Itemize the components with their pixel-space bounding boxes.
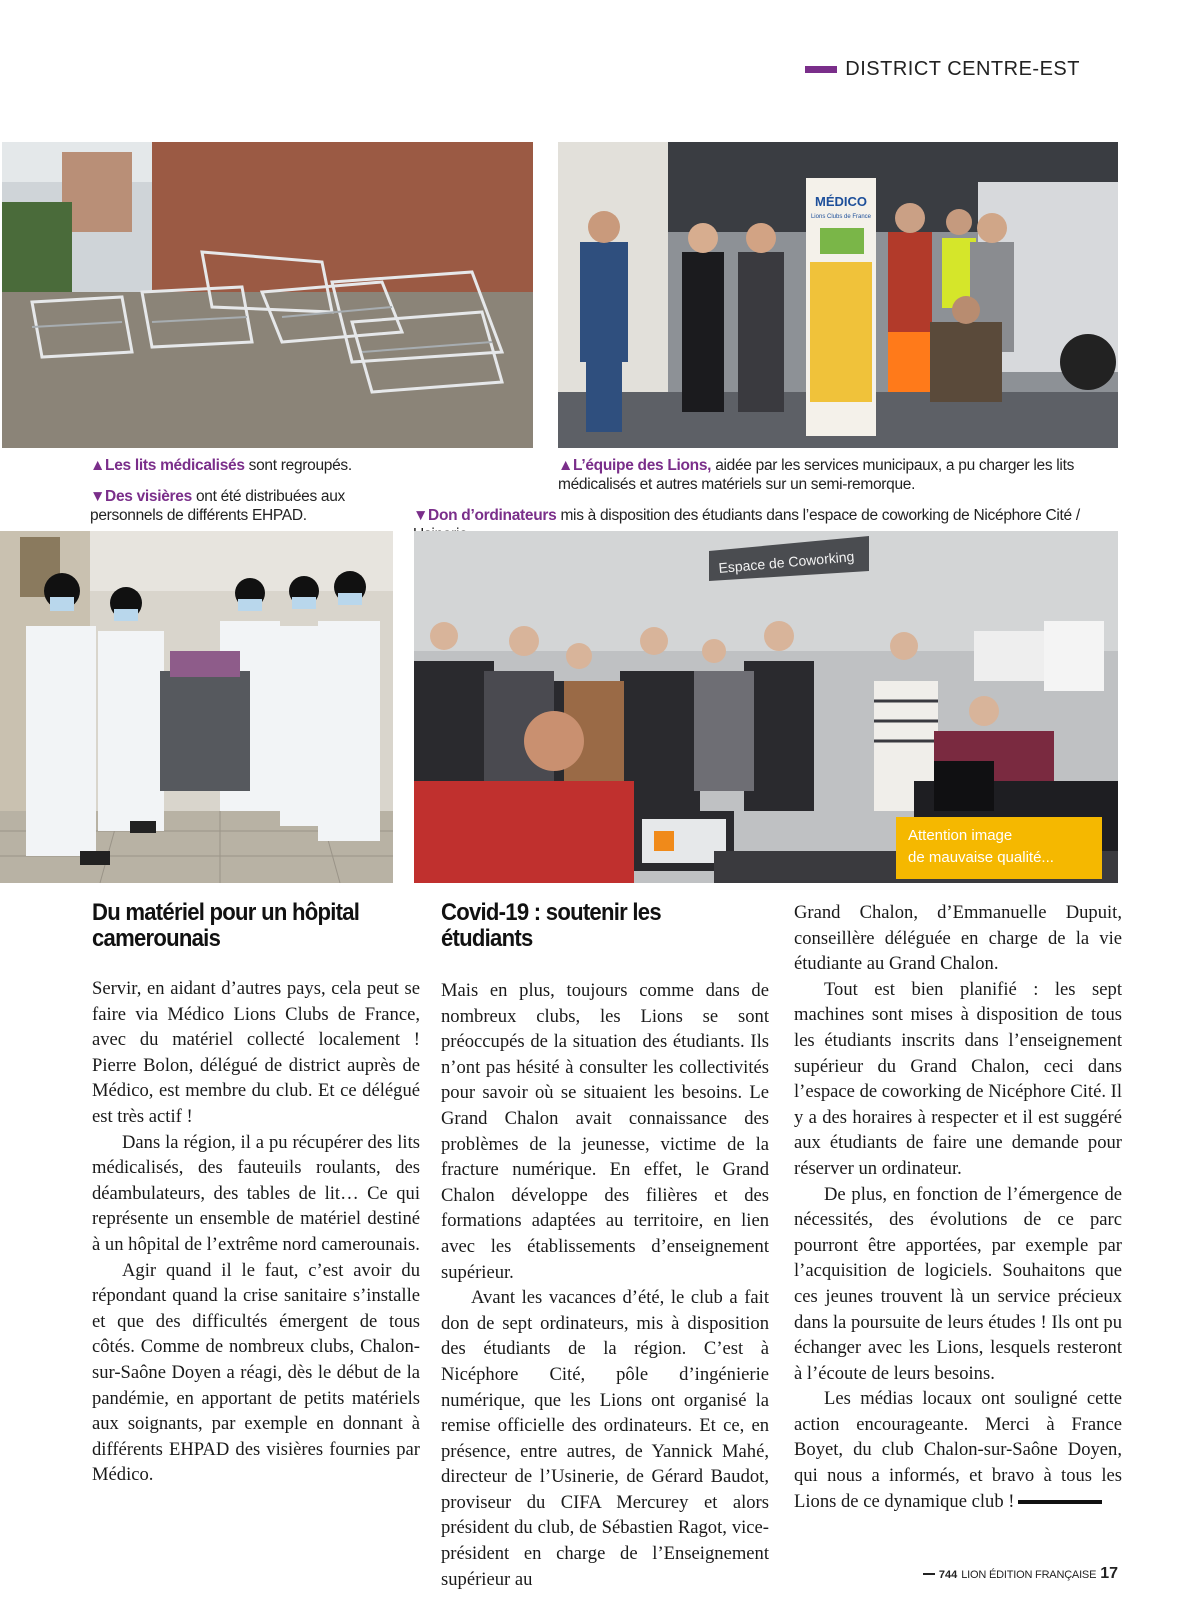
caption-beds	[90, 456, 352, 475]
end-of-article-mark	[1018, 1500, 1102, 1504]
footer-dash	[923, 1573, 935, 1575]
article-hospital-title: Du matériel pour un hôpital camerounais	[92, 899, 360, 952]
article-paragraph-last	[794, 1386, 1122, 1514]
footer-issue-number: 744	[938, 1569, 958, 1581]
caption-text: mis à disposition des étudiants dans l’espace de coworking de Nicéphore Cité /	[560, 507, 1080, 524]
article-final-text: Les médias locaux ont souligné cette action encourageante. Merci à France Boyet, du club Chalon-sur-Saône Doyen, qui nous a informés, et bravo à tous les Lions de ce dynamique club !	[794, 1388, 1122, 1512]
photo-nurses-visors	[0, 531, 393, 883]
photo-lions-team	[558, 142, 1118, 448]
article-paragraph: Avant les vacances d’été, le club a fait don de sept ordinateurs, mis à disposition des étudiants de la région. C’est à Nicéphore Cité, pôle d’ingénierie numérique, que les Lions ont organisé la remise officielle des ordinateurs. Et ce, en présence, entre autres, de Yannick Mahé, directeur de l’Usinerie, de Gérard Baudot, proviseur du CIFA Mercurey et alors président du club, de Sébastien Ragot, vice-président en charge de l’Enseignement supérieur au	[441, 1287, 769, 1590]
caption-visors	[90, 487, 410, 525]
caption-highlight: Les lits médicalisés	[105, 457, 245, 474]
section-header-bar	[805, 66, 837, 73]
caption-text: ont été distribuées aux personnels de différents EHPAD.	[90, 488, 346, 524]
article-paragraph: Mais en plus, toujours comme dans de nombreux clubs, les Lions se sont préoccupés de la situation des étudiants. Ils n’ont pas hésité à consulter les collectivités pour savoir où se situaient les besoins. Le Grand Chalon avait connaissance des problèmes de la jeunesse, victime de la fracture numérique. En effet, le Grand Chalon développe des filières et des formations adaptées au territoire, en lien avec les établissements d’enseignement supérieur.	[441, 980, 769, 1283]
caption-text: aidée par les services municipaux, a pu charger les lits médicalisés et autres matériels sur un semi-remorque.	[558, 457, 1075, 493]
notice-line-2: de mauvaise qualité...	[908, 849, 1054, 866]
caption-arrow-up-icon: ▲	[558, 457, 574, 474]
article-hospital	[92, 900, 420, 1488]
cowork-sign-text: Espace de Coworking	[717, 548, 855, 576]
section-header-label: DISTRICT CENTRE-EST	[845, 58, 1080, 80]
caption-arrow-down-icon: ▼	[90, 488, 106, 505]
article-students	[441, 900, 769, 1592]
caption-highlight: Don d’ordinateurs	[428, 507, 557, 524]
article-paragraph: Servir, en aidant d’autres pays, cela peut se faire via Médico Lions Clubs de France, avec du matériel collecté localement ! Pierre Bolon, délégué de district auprès de Médico, est membre du club. Et ce délégué est très actif !	[92, 978, 420, 1127]
caption-arrow-down-icon: ▼	[413, 507, 429, 524]
caption-arrow-up-icon: ▲	[90, 457, 106, 474]
footer-publication: LION ÉDITION FRANÇAISE	[961, 1569, 1097, 1581]
caption-text: sont regroupés.	[244, 457, 352, 474]
article-paragraph: Grand Chalon, d’Emmanuelle Dupuit, conseillère déléguée en charge de la vie étudiante au Grand Chalon.	[794, 902, 1122, 975]
article-paragraph: Agir quand il le faut, c’est avoir du répondant quand la crise sanitaire s’installe et que des difficultés émergent de tous côtés. Comme de nombreux clubs, Chalon-sur-Saône Doyen a réagi, dès le début de la pandémie, en apportant de petits matériels aux soignants, par exemple en donnant à différents EHPAD des visières fournies par Médico.	[92, 1259, 420, 1486]
caption-highlight: L’équipe des Lions,	[573, 457, 712, 474]
article-paragraph: Dans la région, il a pu récupérer des lits médicalisés, des fauteuils roulants, des déambulateurs, des tables de lit… Ce qui représente un ensemble de matériel destiné à un hôpital de l’extrême nord camerounais.	[92, 1131, 420, 1255]
photo-medical-beds	[2, 142, 533, 448]
article-students-title: Covid-19 : soutenir les étudiants	[441, 899, 661, 952]
caption-highlight: Des visières	[105, 488, 192, 505]
section-header	[805, 58, 1080, 81]
poor-image-quality-notice	[896, 817, 1102, 879]
footer-page-number: 17	[1100, 1565, 1118, 1582]
caption-team	[558, 456, 1078, 494]
article-paragraph: Tout est bien planifié : les sept machines sont mises à disposition de tous les étudiants inscrits dans l’enseignement supérieur du Grand Chalon, ceci dans l’espace de coworking de Nicéphore Cité. Il y a des horaires à respecter et il est suggéré aux étudiants de faire une demande pour réserver un ordinateur.	[794, 978, 1122, 1179]
article-students-continued	[794, 900, 1122, 1514]
page-footer	[923, 1565, 1118, 1583]
article-paragraph: De plus, en fonction de l’émergence de nécessités, des évolutions de ce parc pourront être apportées, par exemple par l’acquisition de logiciels. Souhaitons que ces jeunes trouvent là un service précieux dans la poursuite de leurs études ! Ils ont pu échanger avec les Lions, lesquels resteront à l’écoute de leurs besoins.	[794, 1183, 1122, 1384]
banner-subtitle: Lions Clubs de France	[810, 214, 872, 220]
notice-line-1: Attention image	[908, 827, 1013, 844]
banner-title: MÉDICO	[815, 194, 867, 209]
